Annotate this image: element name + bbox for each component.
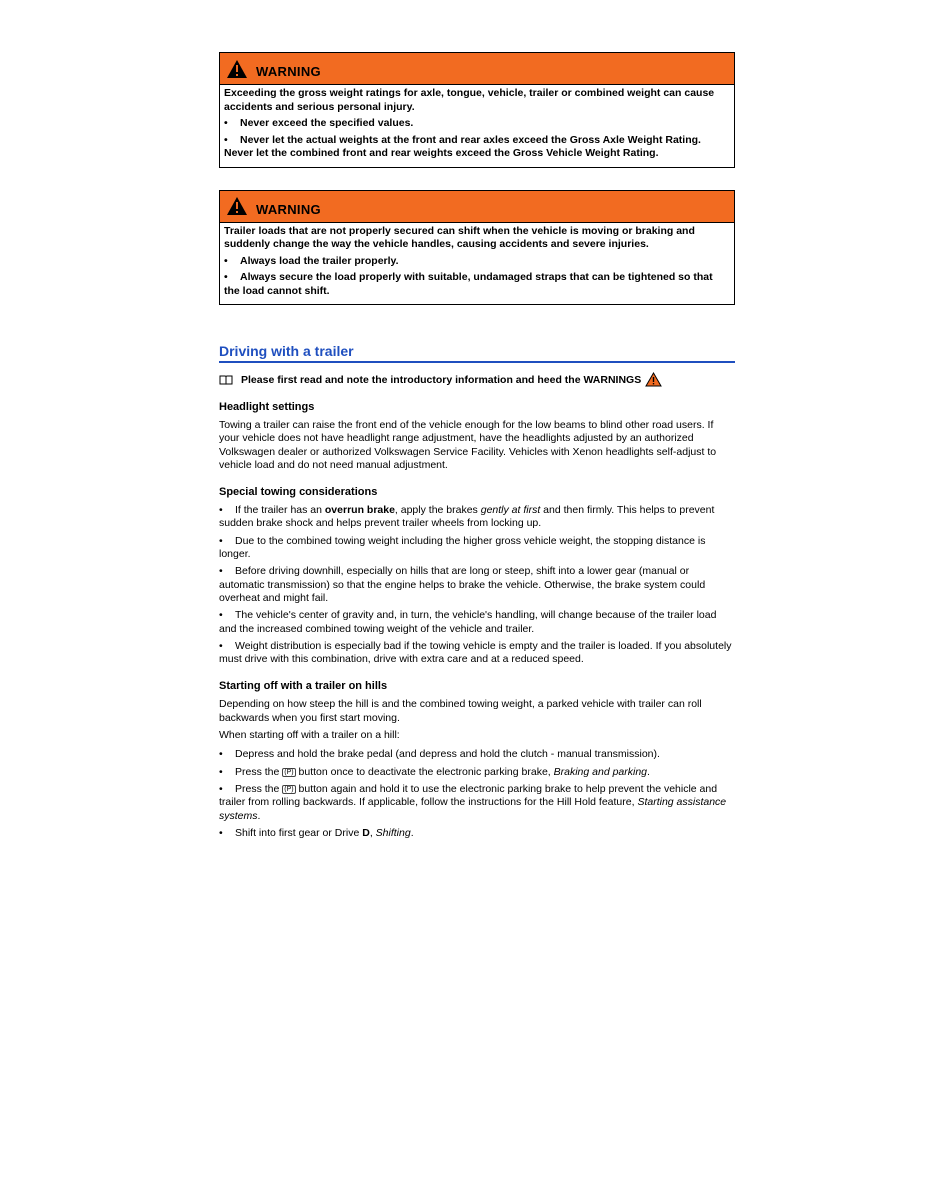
- list-item: • Depress and hold the brake pedal (and depress and hold the clutch - manual transmission).: [219, 748, 660, 761]
- book-icon: [219, 375, 233, 385]
- bullet: •: [224, 117, 228, 129]
- headlight-text: Towing a trailer can raise the front end of the vehicle enough for the low beams to blind other road users. If your vehicle does not have headlight range adjustment, have the headlights adjusted by an authorized Volkswagen dealer or authorized Volkswagen Service Facility. Vehicles with Xenon headlights self-adjust to vehicle load and do not need manual adjustment.: [219, 419, 717, 471]
- warning-item: • Never let the actual weights at the front and rear axles exceed the Gross Axle Weight Rating. Never let the combined front and rear weights exceed the Gross Vehicle Weight Rating.: [224, 133, 701, 159]
- parking-brake-button-icon: (P): [284, 768, 294, 776]
- list-item: • Shift into first gear or Drive D, Shifting.: [219, 826, 414, 839]
- bullet: •: [224, 133, 228, 146]
- warning-item: • Always load the trailer properly.: [224, 254, 399, 267]
- warning-box-axle-weight: [219, 52, 735, 168]
- list-item: • The vehicle's center of gravity and, in turn, the vehicle's handling, will change because of the trailer load and the increased combined towing weight of the vehicle and trailer.: [219, 609, 717, 635]
- warning-body: [220, 223, 734, 305]
- hills-heading: Starting off with a trailer on hills: [219, 680, 388, 693]
- bullet: •: [219, 609, 223, 622]
- cross-reference-link[interactable]: Braking and parking: [553, 765, 648, 778]
- bullet: •: [219, 748, 223, 761]
- warning-title: WARNING: [256, 64, 321, 79]
- bullet: •: [219, 504, 223, 517]
- warning-header: [220, 53, 734, 85]
- page-content: [219, 52, 735, 844]
- warning-box-trailer-load: [219, 190, 735, 306]
- hills-text: Depending on how steep the hill is and the combined towing weight, a parked vehicle with trailer can roll backwards when you first start moving.: [219, 698, 702, 724]
- list-item: • Press the (P) button once to deactivate the electronic parking brake, Braking and parking.: [219, 765, 650, 778]
- intro-text: Please first read and note the introductory information and heed the WARNINGS: [241, 373, 642, 386]
- hills-text: When starting off with a trailer on a hill:: [219, 729, 400, 742]
- bullet: •: [224, 254, 228, 267]
- warning-item: • Always secure the load properly with suitable, undamaged straps that can be tightened so that the load cannot shift.: [224, 271, 713, 297]
- headlight-heading: Headlight settings: [219, 401, 315, 413]
- parking-brake-button-icon: (P): [284, 785, 294, 793]
- section-title: Driving with a trailer: [219, 343, 735, 363]
- bullet: •: [219, 534, 223, 547]
- bullet: •: [224, 271, 228, 283]
- towing-heading: Special towing considerations: [219, 486, 378, 499]
- list-item: • Press the (P) button again and hold it to use the electronic parking brake to help prevent the vehicle and trailer from rolling backwards. If applicable, follow the instructions for the Hill Hold feature, Starting assistance systems.: [219, 782, 727, 822]
- list-item: • Weight distribution is especially bad if the towing vehicle is empty and the trailer is loaded. If you absolutely must drive with this combination, drive with extra care and at a reduced speed.: [219, 639, 732, 666]
- warning-body: [220, 85, 734, 167]
- warning-intro: Trailer loads that are not properly secured can shift when the vehicle is moving or braking and suddenly change the way the vehicle handles, causing accidents and severe injuries.: [224, 224, 695, 250]
- warning-title: WARNING: [256, 201, 321, 217]
- warning-header: [220, 191, 734, 223]
- warning-item: • Never exceed the specified values.: [224, 117, 414, 129]
- bullet: •: [219, 826, 223, 839]
- warning-intro: Exceeding the gross weight ratings for axle, tongue, vehicle, trailer or combined weight can cause accidents and serious personal injury.: [224, 87, 715, 113]
- bullet: •: [219, 782, 223, 795]
- bullet: •: [219, 565, 223, 578]
- cross-reference-link[interactable]: Starting assistance systems: [219, 796, 727, 822]
- bullet: •: [219, 765, 223, 778]
- cross-reference-link[interactable]: Shifting: [375, 826, 411, 839]
- warning-triangle-icon: [226, 59, 248, 79]
- bullet: •: [219, 639, 223, 652]
- intro-note: [219, 372, 735, 387]
- warning-triangle-icon: [226, 196, 248, 216]
- list-item: • Due to the combined towing weight including the higher gross vehicle weight, the stopping distance is longer.: [219, 534, 706, 561]
- list-item: • Before driving downhill, especially on hills that are long or steep, shift into a lower gear (manual or automatic transmission) so that the engine helps to brake the vehicle. Otherwise, the brake system could overheat and might fail.: [219, 565, 706, 604]
- warning-triangle-icon[interactable]: [645, 372, 662, 387]
- list-item: • If the trailer has an overrun brake, apply the brakes gently at first and then firmly. This helps to prevent sudden brake shock and helps prevent trailer wheels from locking up.: [219, 504, 715, 530]
